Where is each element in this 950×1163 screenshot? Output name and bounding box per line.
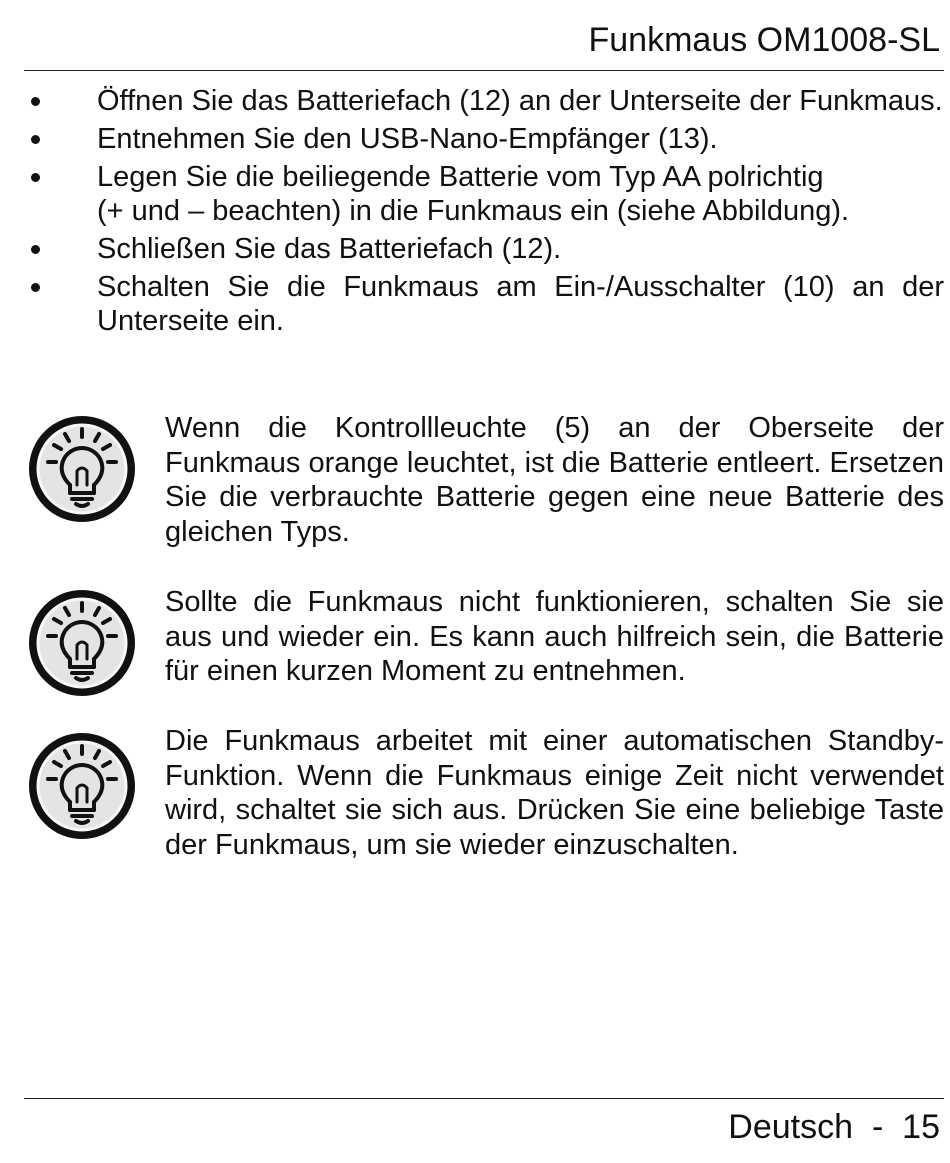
instruction-list	[0, 84, 944, 342]
tip-text: Die Funkmaus arbeitet mit einer automatischen Standby-Funktion. Wenn die Funkmaus einige Zeit nicht verwendet wird, schaltet sie sich aus. Drücken Sie eine beliebige Taste der Funkmaus, um sie wieder einzuschalten.	[165, 725, 944, 861]
list-item-text: Legen Sie die beiliegende Batterie vom Typ AA polrichtig	[97, 161, 824, 193]
document-title: Funkmaus OM1008-SL	[588, 21, 940, 59]
tip-text: Sollte die Funkmaus nicht funktionieren, schalten Sie sie aus und wieder ein. Es kann auch hilfreich sein, die Batterie für einen kurzen Moment zu entnehmen.	[165, 586, 944, 687]
page-header	[24, 18, 944, 71]
page-footer-label	[728, 1107, 940, 1147]
bullet-icon	[31, 135, 40, 144]
list-item-text: Entnehmen Sie den USB-Nano-Empfänger (13).	[97, 123, 718, 155]
footer-separator: -	[871, 1108, 884, 1146]
list-item-text: Öffnen Sie das Batteriefach (12) an der Unterseite der Funkmaus.	[97, 85, 943, 117]
list-item-text: Schalten Sie die Funkmaus am Ein-/Ausschalter (10) an der Unterseite ein.	[97, 271, 944, 337]
list-item-text: Schließen Sie das Batteriefach (12).	[97, 233, 562, 265]
page-number: 15	[902, 1108, 940, 1146]
bullet-icon	[31, 97, 40, 106]
lightbulb-icon	[26, 587, 138, 699]
list-item-text: (+ und – beachten) in die Funkmaus ein (siehe Abbildung).	[97, 195, 850, 227]
bullet-icon	[31, 173, 40, 182]
footer-language: Deutsch	[728, 1108, 854, 1146]
list-item	[0, 270, 944, 338]
list-item	[0, 232, 944, 266]
bullet-icon	[31, 245, 40, 254]
list-item	[0, 160, 944, 228]
page-footer	[24, 1098, 944, 1149]
tip-text: Wenn die Kontrollleuchte (5) an der Oberseite der Funkmaus orange leuchtet, ist die Batterie entleert. Ersetzen Sie die verbrauchte Batterie gegen eine neue Batterie des gleichen Typs.	[165, 412, 944, 548]
lightbulb-icon	[26, 413, 138, 525]
lightbulb-icon	[26, 730, 138, 842]
bullet-icon	[31, 283, 40, 292]
list-item	[0, 84, 944, 118]
list-item	[0, 122, 944, 156]
